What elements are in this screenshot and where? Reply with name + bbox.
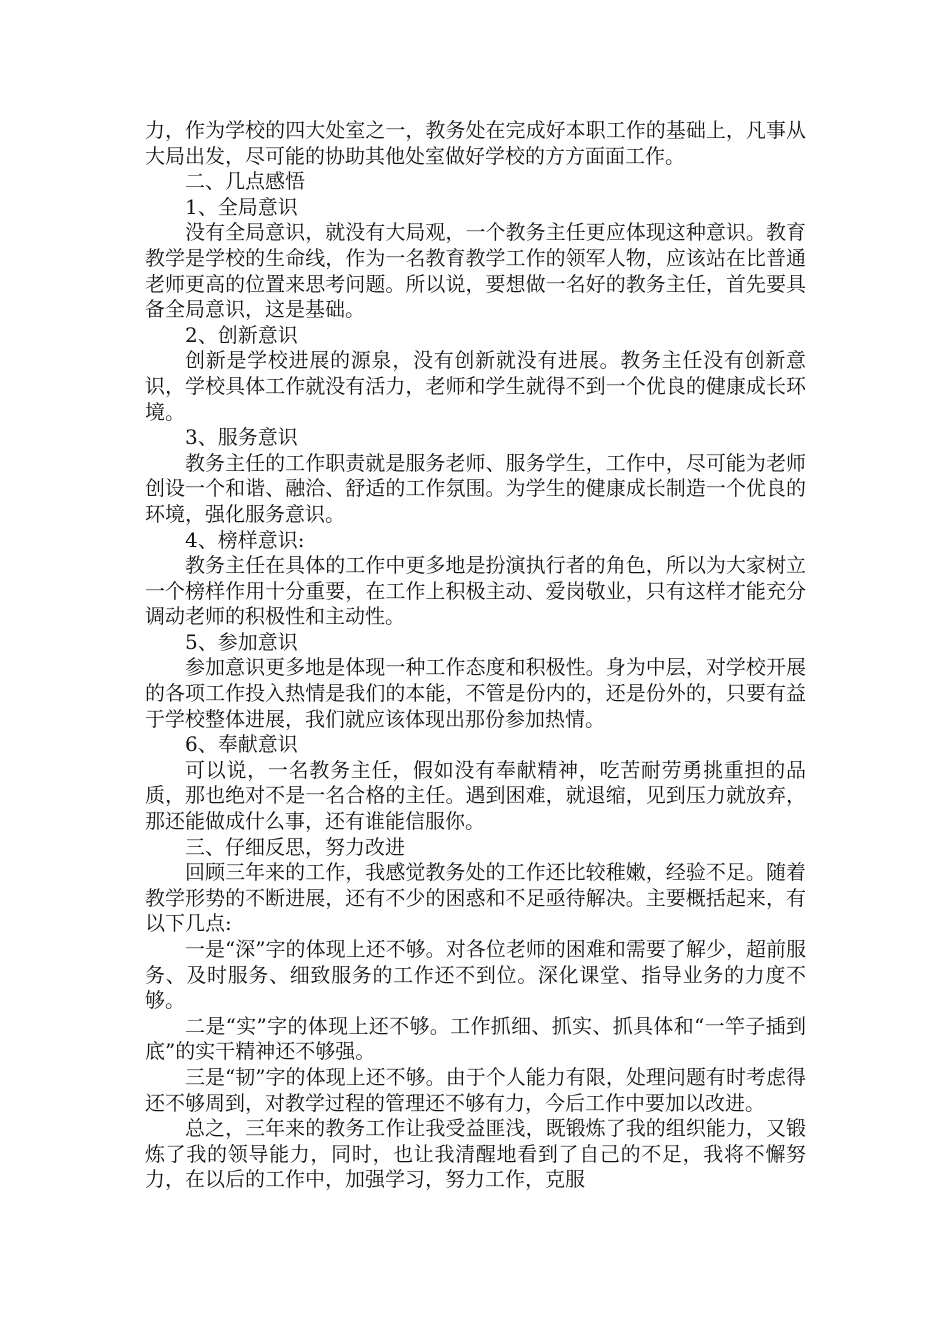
subheading-service-awareness: 3、服务意识 (185, 425, 298, 450)
subheading-participation-awareness: 5、参加意识 (185, 629, 298, 654)
subheading-role-model-awareness: 4、榜样意识: (185, 527, 305, 552)
paragraph-dedication-awareness: 可以说，一名教务主任，假如没有奉献精神，吃苦耐劳勇挑重担的品质，那也绝对不是一名合格的主任。遇到困难，就退缩，见到压力就放弃，那还能做成什么事，还有谁能信服你。 (145, 757, 806, 834)
paragraph-point-two: 二是“实”字的体现上还不够。工作抓细、抓实、抓具体和“一竿子插到底”的实干精神还不够强。 (145, 1013, 806, 1064)
subheading-innovation-awareness: 2、创新意识 (185, 322, 298, 347)
paragraph-reflection-intro: 回顾三年来的工作，我感觉教务处的工作还比较稚嫩，经验不足。随着教学形势的不断进展，还有不少的困惑和不足亟待解决。主要概括起来，有以下几点: (145, 860, 806, 936)
paragraph-conclusion: 总之，三年来的教务工作让我受益匪浅，既锻炼了我的组织能力，又锻炼了我的领导能力，同时，也让我清醒地看到了自己的不足，我将不懈努力，在以后的工作中，加强学习，努力工作，克服 (145, 1116, 806, 1192)
paragraph-innovation-awareness: 创新是学校进展的源泉，没有创新就没有进展。教务主任没有创新意识，学校具体工作就没有活力，老师和学生就得不到一个优良的健康成长环境。 (145, 348, 806, 424)
paragraph-participation-awareness: 参加意识更多地是体现一种工作态度和积极性。身为中层，对学校开展的各项工作投入热情是我们的本能，不管是份内的，还是份外的，只要有益于学校整体进展，我们就应该体现出那份参加热情。 (145, 655, 806, 731)
paragraph-role-model-awareness: 教务主任在具体的工作中更多地是扮演执行者的角色，所以为大家树立一个榜样作用十分重要，在工作上积极主动、爱岗敬业，只有这样才能充分调动老师的积极性和主动性。 (145, 553, 806, 629)
section-heading-reflection: 三、仔细反思，努力改进 (185, 834, 405, 859)
paragraph-intro: 力，作为学校的四大处室之一，教务处在完成好本职工作的基础上，凡事从大局出发，尽可能的协助其他处室做好学校的方方面面工作。 (145, 118, 806, 168)
paragraph-point-one: 一是“深”字的体现上还不够。对各位老师的困难和需要了解少，超前服务、及时服务、细致服务的工作还不到位。深化课堂、指导业务的力度不够。 (145, 937, 806, 1013)
subheading-dedication-awareness: 6、奉献意识 (185, 732, 298, 757)
paragraph-global-awareness: 没有全局意识，就没有大局观，一个教务主任更应体现这种意识。教育教学是学校的生命线，作为一名教育教学工作的领军人物，应该站在比普通老师更高的位置来思考问题。所以说，要想做一名好的教务主任，首先要具备全局意识，这是基础。 (145, 220, 806, 322)
document-body (145, 118, 806, 1193)
section-heading-insights: 二、几点感悟 (185, 169, 305, 194)
paragraph-point-three: 三是“韧”字的体现上还不够。由于个人能力有限，处理问题有时考虑得还不够周到，对教学过程的管理还不够有力，今后工作中要加以改进。 (145, 1064, 806, 1115)
subheading-global-awareness: 1、全局意识 (185, 194, 298, 219)
paragraph-service-awareness: 教务主任的工作职责就是服务老师、服务学生，工作中，尽可能为老师创设一个和谐、融洽、舒适的工作氛围。为学生的健康成长制造一个优良的环境，强化服务意识。 (145, 450, 806, 526)
